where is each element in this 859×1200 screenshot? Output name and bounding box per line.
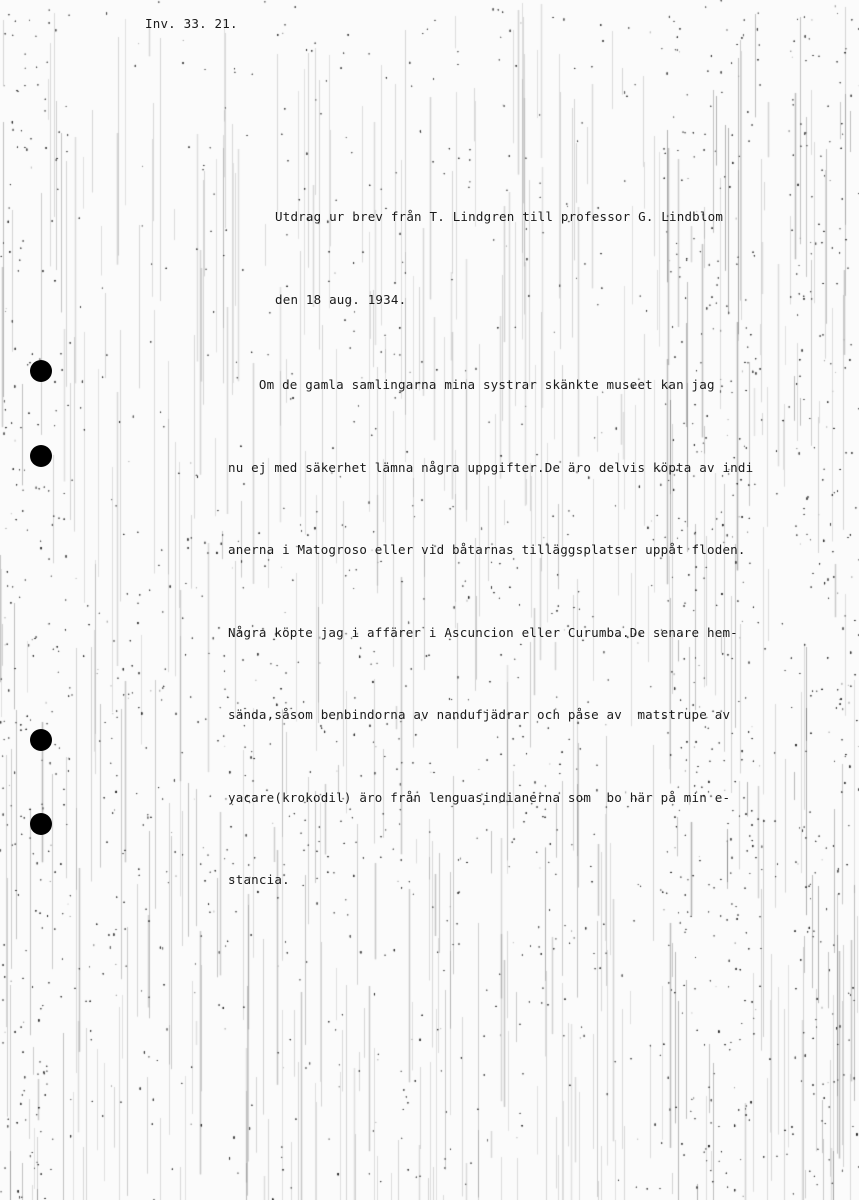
body-line: nu ej med säkerhet lämna några uppgifter.De äro delvis köpta av indi xyxy=(228,459,754,475)
body-line: stancia. xyxy=(228,872,290,887)
letter-body xyxy=(228,316,753,949)
body-line: yacare(krokodil) äro från lenguasindianerna som bo här på min e- xyxy=(228,789,731,805)
heading-line: Utdrag ur brev från T. Lindgren till professor G. Lindblom xyxy=(275,209,724,224)
punch-hole xyxy=(30,729,52,751)
punch-hole xyxy=(30,445,52,467)
body-line: anerna i Matogroso eller vid båtarnas tilläggsplatser uppåt floden. xyxy=(228,542,746,557)
punch-hole xyxy=(30,813,52,835)
body-line: sända,såsom benbindorna av nandufjädrar och påse av matstrupe av xyxy=(228,707,731,722)
body-line: Några köpte jag i affärer i Ascuncion eller Curumba.De senare hem- xyxy=(228,624,738,640)
body-line: Om de gamla samlingarna mina systrar skänkte museet kan jag xyxy=(228,377,715,392)
inventory-number: Inv. 33. 21. xyxy=(145,16,238,31)
heading-line: den 18 aug. 1934. xyxy=(275,291,407,307)
punch-hole xyxy=(30,360,52,382)
